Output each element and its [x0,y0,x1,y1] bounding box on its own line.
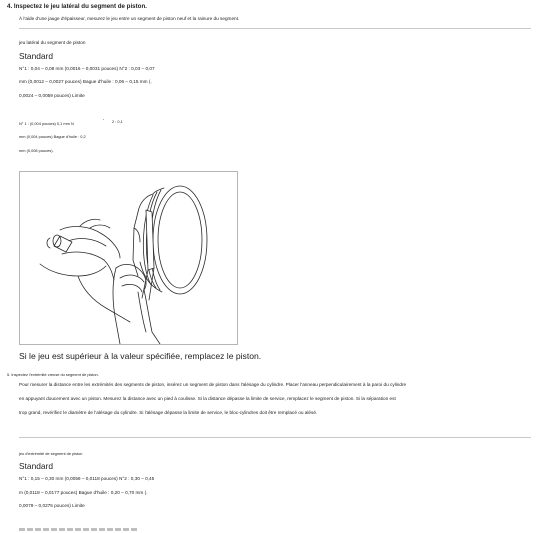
spec1-limit-line1a: N° 1 : (0,004 pouces) 0,1 mm N [19,121,74,126]
spec1-line1: N°1 : 0,04 – 0,08 mm (0,0016 – 0,0031 pouces) N°2 : 0,03 – 0,07 [19,66,155,71]
cropped-text-fragment [19,528,139,532]
spec2-standard-label: Standard [19,461,53,471]
spec1-limit-line1b: 2 : 0,1 [112,119,123,124]
step4-instruction: À l'aide d'une jauge d'épaisseur, mesurez le jeu entre un segment de piston neuf et la rainure du segment. [19,16,240,21]
spec2-line1: N°1 : 0,15 – 0,30 mm (0,0059 – 0,0118 pouces) N°2 : 0,30 – 0,45 [19,476,155,481]
spec1-limit-line3: mm (0,008 pouces). [19,148,54,153]
piston-feeler-gauge-illustration [19,171,238,345]
step4-title: 4. Inspectez le jeu latéral du segment de piston. [7,3,147,10]
divider [19,437,531,438]
step5-title: 5. Inspectez l'extrémité creuse du segment de piston. [7,372,99,377]
step5-para-line2: en appuyant doucement avec un piston. Mesurez la distance avec un pied à coulisse. Si la distance dépasse la limite de service, remplacez le segment de piston. Si la séparation est [19,396,396,401]
figure-caption: Si le jeu est supérieur à la valeur spécifiée, remplacez le piston. [19,351,262,361]
degree-mark: ° [103,118,105,122]
divider [19,28,531,29]
step5-para-line1: Pour mesurer la distance entre les extrémités des segments de piston, insérez un segment de piston dans l'alésage du cylindre. Placer l'anneau perpendiculairement à la paroi du cylindre [19,382,407,387]
spec2-line3: 0,0079 – 0,0275 pouces) Limite [19,503,85,508]
spec1-line3: 0,0024 – 0,0059 pouces) Limite [19,93,85,98]
spec1-line2: mm (0,0012 – 0,0027 pouces) Bague d'huile : 0,06 – 0,15 mm (. [19,79,152,84]
spec1-heading: jeu latéral du segment de piston [19,40,86,45]
spec1-standard-label: Standard [19,51,53,61]
step5-para-line3: trop grand, revérifiez le diamètre de l'alésage du cylindre. Si l'alésage dépasse la limite de service, le bloc-cylindres doit être remplacé ou alésé. [19,410,318,415]
spec2-heading: jeu d'extrémité de segment de piston [19,451,83,456]
spec1-limit-line2: mm (0,004 pouces) Bague d'huile : 0,2 [19,134,86,139]
spec2-line2: m (0,0118 – 0,0177 pouces) Bague d'huile : 0,20 – 0,70 mm (. [19,490,148,495]
